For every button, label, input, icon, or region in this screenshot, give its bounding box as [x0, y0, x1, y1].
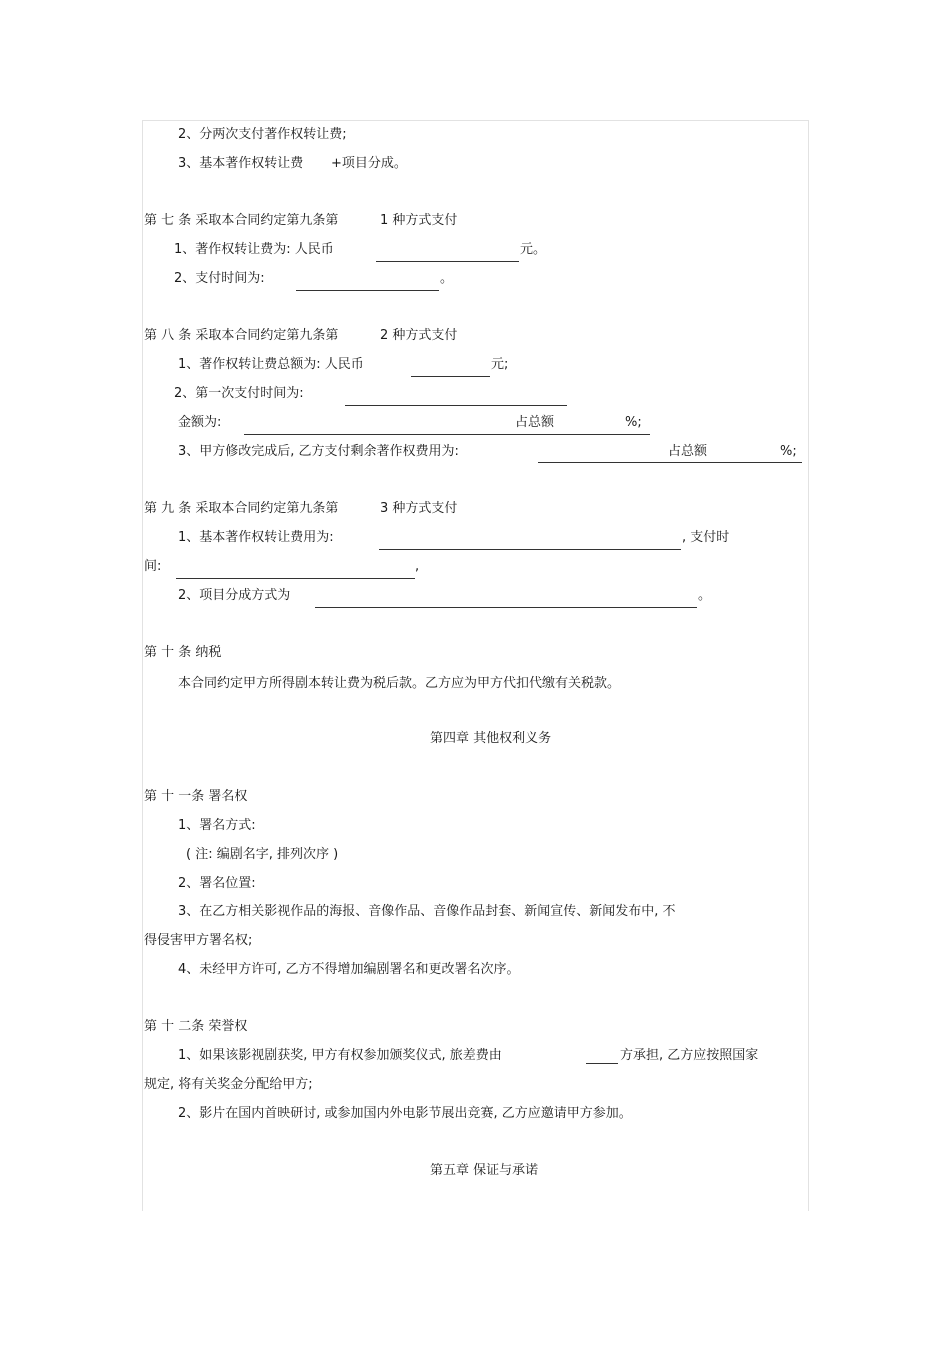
- chapter-heading: 第五章 保证与承诺: [430, 1163, 539, 1178]
- blank-field[interactable]: [538, 462, 802, 463]
- clause-line: 。: [698, 588, 712, 603]
- clause-line: 1、如果该影视剧获奖, 甲方有权参加颁奖仪式, 旅差费由: [178, 1048, 502, 1063]
- clause-line: , 支付时: [682, 530, 730, 545]
- clause-line: 2、第一次支付时间为:: [174, 386, 304, 401]
- clause-line: 元。: [520, 242, 547, 257]
- blank-field[interactable]: [379, 549, 681, 550]
- clause-line: 1、基本著作权转让费用为:: [178, 530, 334, 545]
- article-11-heading: 第 十 一条 署名权: [144, 789, 248, 804]
- clause-line: 1、著作权转让费总额为: 人民币: [178, 357, 364, 372]
- blank-field[interactable]: [244, 434, 650, 435]
- article-8-method: 2 种方式支付: [380, 328, 458, 343]
- clause-line: 2、影片在国内首映研讨, 或参加国内外电影节展出竞赛, 乙方应邀请甲方参加。: [178, 1106, 632, 1121]
- clause-line: 3、基本著作权转让费: [178, 156, 304, 171]
- blank-field[interactable]: [376, 261, 519, 262]
- chapter-heading: 第四章 其他权利义务: [430, 731, 552, 746]
- clause-line: 1、署名方式:: [178, 818, 256, 833]
- clause-line: 2、署名位置:: [178, 876, 256, 891]
- clause-line: 间:: [144, 559, 162, 574]
- clause-line: %;: [625, 415, 642, 430]
- clause-line: 本合同约定甲方所得剧本转让费为税后款。乙方应为甲方代扣代缴有关税款。: [178, 676, 621, 691]
- clause-line: ,: [415, 559, 420, 574]
- article-8-heading: 第 八 条 采取本合同约定第九条第: [144, 328, 339, 343]
- blank-field[interactable]: [411, 376, 490, 377]
- clause-line: 3、甲方修改完成后, 乙方支付剩余著作权费用为:: [178, 444, 459, 459]
- clause-line: 金额为:: [178, 415, 222, 430]
- clause-line: 得侵害甲方署名权;: [144, 933, 253, 948]
- clause-line: 元;: [491, 357, 509, 372]
- blank-field[interactable]: [296, 290, 439, 291]
- clause-line: 占总额: [515, 415, 555, 430]
- blank-field[interactable]: [345, 405, 567, 406]
- clause-line: 2、项目分成方式为: [178, 588, 291, 603]
- blank-field[interactable]: [176, 578, 415, 579]
- clause-line: 3、在乙方相关影视作品的海报、音像作品、音像作品封套、新闻宣传、新闻发布中, 不: [178, 904, 676, 919]
- blank-field[interactable]: [586, 1063, 618, 1064]
- clause-line: %;: [780, 444, 797, 459]
- article-12-heading: 第 十 二条 荣誉权: [144, 1019, 248, 1034]
- article-9-heading: 第 九 条 采取本合同约定第九条第: [144, 501, 339, 516]
- clause-line: +项目分成。: [331, 156, 407, 171]
- article-10-heading: 第 十 条 纳税: [144, 645, 222, 660]
- clause-line: 4、未经甲方许可, 乙方不得增加编剧署名和更改署名次序。: [178, 962, 520, 977]
- clause-line: 1、著作权转让费为: 人民币: [174, 242, 334, 257]
- clause-line: ( 注: 编剧名字, 排列次序 ): [186, 847, 339, 862]
- clause-line: 2、支付时间为:: [174, 271, 265, 286]
- clause-line: 。: [440, 271, 454, 286]
- article-9-method: 3 种方式支付: [380, 501, 458, 516]
- article-7-heading: 第 七 条 采取本合同约定第九条第: [144, 213, 339, 228]
- blank-field[interactable]: [315, 607, 697, 608]
- clause-line: 占总额: [668, 444, 708, 459]
- clause-line: 2、分两次支付著作权转让费;: [178, 127, 347, 142]
- clause-line: 规定, 将有关奖金分配给甲方;: [144, 1077, 313, 1092]
- clause-line: 方承担, 乙方应按照国家: [620, 1048, 759, 1063]
- article-7-method: 1 种方式支付: [380, 213, 458, 228]
